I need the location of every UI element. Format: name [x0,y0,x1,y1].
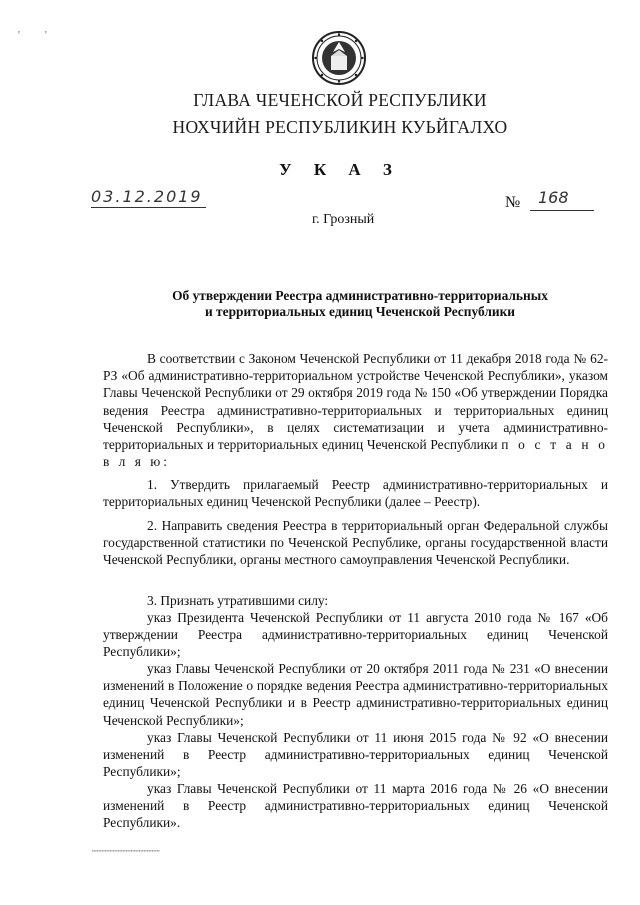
item-3: 3. Признать утратившими силу: [147,593,329,608]
scan-speck: ' [18,30,20,41]
repealed-decree-3: указ Главы Чеченской Республики от 11 июня 2015 года № 92 «О внесении изменений в Реестр административно-территориальных единиц Чеченской Республики»; [103,730,608,780]
repealed-decree-1: указ Президента Чеченской Республики от 11 августа 2010 года № 167 «Об утверждении Реестра административно-территориальных единиц Чеченской Республики»; [103,610,608,660]
item-2: 2. Направить сведения Реестра в территориальный орган Федеральной службы государственной статистики по Чеченской Республике, органы государственной власти Чеченской Республики, органы местного самоуправления Чеченской Республики. [103,518,608,568]
number-label: № [505,194,521,211]
scan-speck: ' [45,30,47,41]
document-title [120,288,600,320]
intro-text: В соответствии с Законом Чеченской Республики от 11 декабря 2018 года № 62-РЗ «Об административно-территориальном устройстве Чеченской Республики», указом Главы Чеченской Республики от 29 октября 2019 года № 150 «Об утверждении Порядка ведения Реестра административно-территориальных и территориальных единиц Чеченской Республики», в целях систематизации и учета административно-территориальных и территориальных единиц Чеченской Республики [103,351,608,453]
item-1: 1. Утвердить прилагаемый Реестр административно-территориальных и территориальных единиц Чеченской Республики (далее – Реестр). [103,477,608,510]
repealed-decree-2: указ Главы Чеченской Республики от 20 октября 2011 года № 231 «О внесении изменений в Положение о порядке ведения Реестра административно-территориальных единиц Чеченской Республики и в Реестр административно-территориальных единиц Чеченской Республики»; [103,661,608,728]
intro-paragraph [103,350,608,470]
file-path-footer: ▪▪▪▪▪▪▪▪▪▪▪▪▪▪▪▪▪▪▪▪▪▪▪▪▪▪▪▪▪▪▪▪▪▪▪▪▪▪▪▪▪▪ [92,848,160,853]
header-line-2: НОХЧИЙН РЕСПУБЛИКИН КУЬЙГАЛХО [172,117,508,137]
document-city: г. Грозный [312,212,375,227]
coat-of-arms-icon [311,30,367,86]
document-type: У К А З [279,160,401,179]
title-line-2: и территориальных единиц Чеченской Республики [204,304,516,319]
date-underline [91,207,206,208]
document-date: 03.12.2019 [91,187,203,206]
number-underline [530,210,594,211]
header-line-1: ГЛАВА ЧЕЧЕНСКОЙ РЕСПУБЛИКИ [193,90,487,110]
repealed-decree-4: указ Главы Чеченской Республики от 11 марта 2016 года № 26 «О внесении изменений в Реестр административно-территориальных единиц Чеченской Республики». [103,781,608,831]
document-number: 168 [538,188,569,207]
decree-word: п о с т а н о в л я ю: [103,437,608,470]
title-line-1: Об утверждении Реестра административно-территориальных [172,288,548,303]
